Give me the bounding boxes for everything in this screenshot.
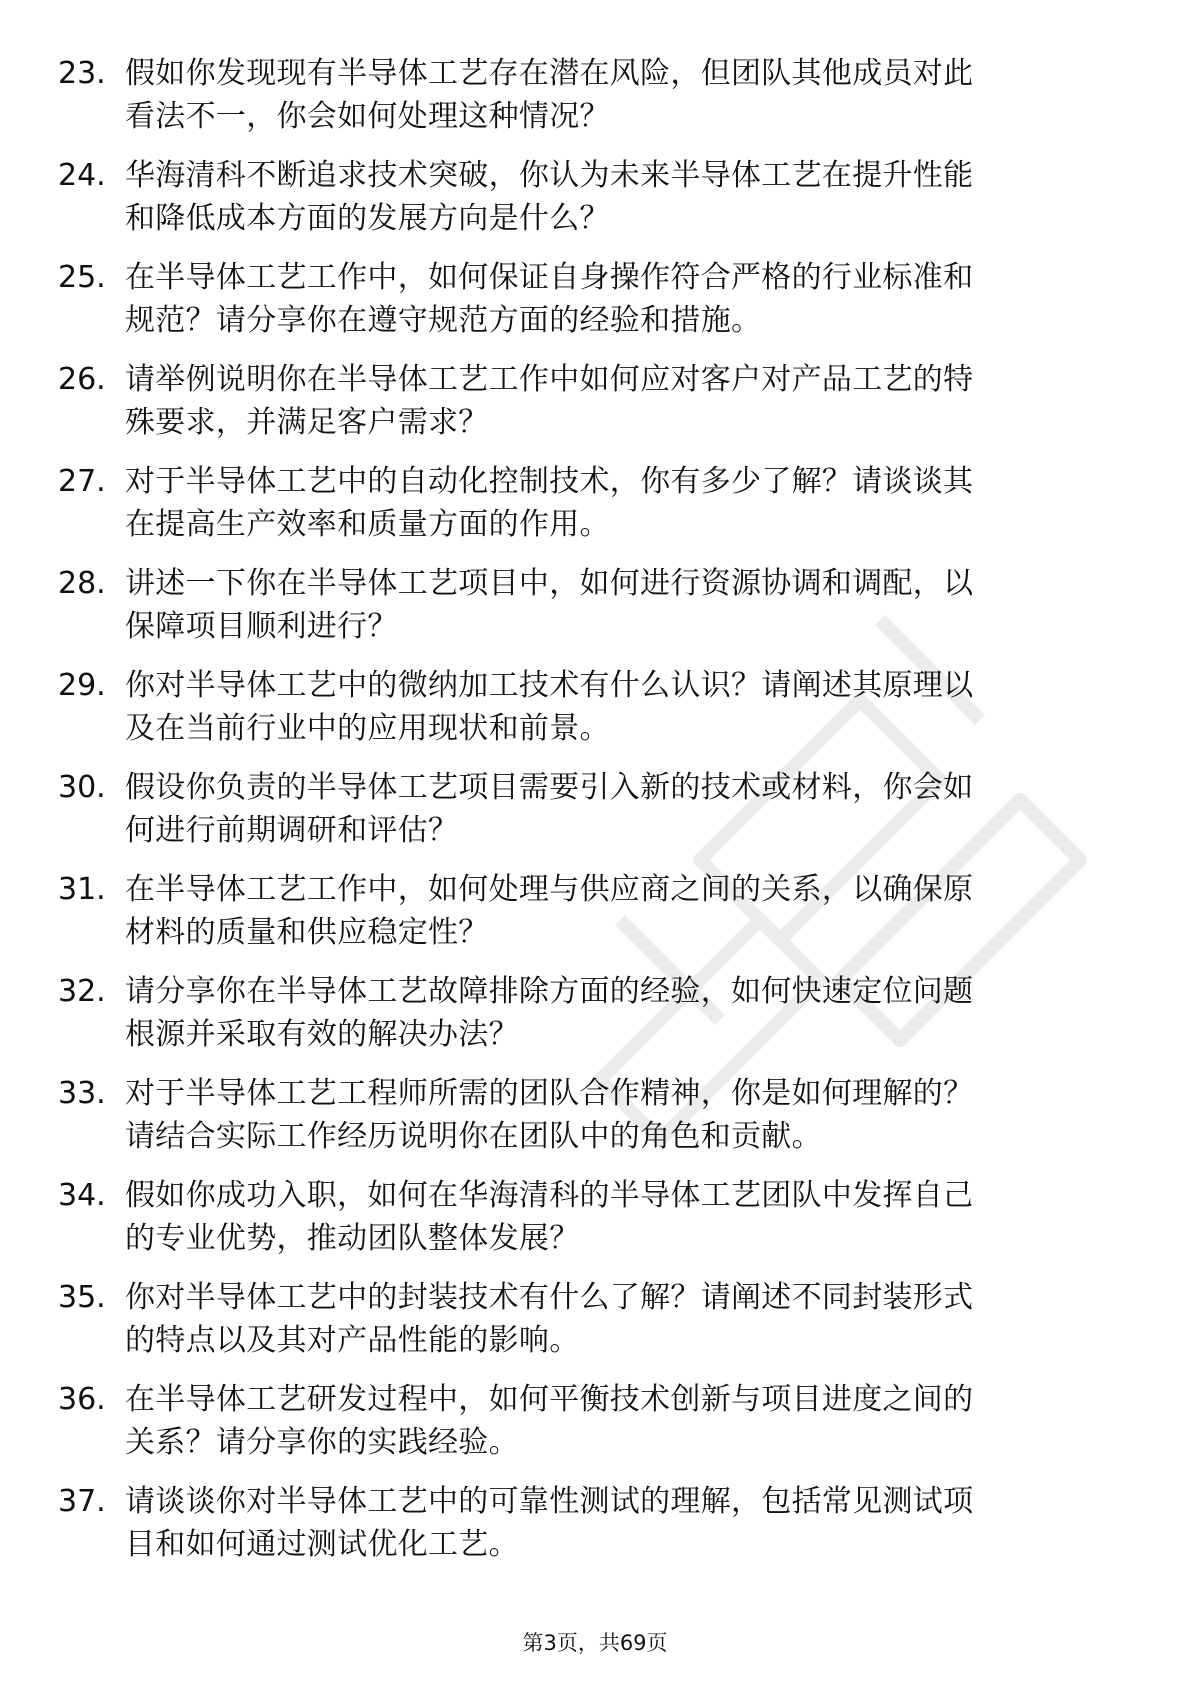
question-text: 你对半导体工艺中的微纳加工技术有什么认识？请阐述其原理以 及在当前行业中的应用现状和前景。 [125, 668, 974, 746]
list-item [58, 52, 1118, 154]
list-item [58, 664, 1118, 766]
list-item [58, 766, 1118, 868]
list-item [58, 154, 1118, 256]
list-item [58, 1276, 1118, 1378]
question-text: 在半导体工艺工作中，如何处理与供应商之间的关系，以确保原 材料的质量和供应稳定性？ [125, 872, 974, 950]
question-number: 27. [58, 464, 106, 499]
question-text: 请举例说明你在半导体工艺工作中如何应对客户对产品工艺的特 殊要求，并满足客户需求？ [125, 362, 974, 440]
question-number: 37. [58, 1484, 106, 1519]
question-text: 请分享你在半导体工艺故障排除方面的经验，如何快速定位问题 根源并采取有效的解决办法？ [125, 974, 974, 1052]
list-item [58, 460, 1118, 562]
list-item [58, 1378, 1118, 1480]
question-list [58, 52, 1118, 1582]
question-text: 讲述一下你在半导体工艺项目中，如何进行资源协调和调配，以 保障项目顺利进行？ [125, 566, 974, 644]
list-item [58, 562, 1118, 664]
question-number: 32. [58, 974, 106, 1009]
question-number: 25. [58, 260, 106, 295]
question-text: 华海清科不断追求技术突破，你认为未来半导体工艺在提升性能 和降低成本方面的发展方向是什么？ [125, 158, 974, 236]
list-item [58, 868, 1118, 970]
question-number: 34. [58, 1178, 106, 1213]
question-number: 28. [58, 566, 106, 601]
list-item [58, 256, 1118, 358]
page-number: 第3页，共69页 [522, 1631, 668, 1655]
question-number: 26. [58, 362, 106, 397]
list-item [58, 970, 1118, 1072]
question-text: 你对半导体工艺中的封装技术有什么了解？请阐述不同封装形式 的特点以及其对产品性能的影响。 [125, 1280, 974, 1358]
question-number: 24. [58, 158, 106, 193]
question-number: 29. [58, 668, 106, 703]
question-text: 在半导体工艺工作中，如何保证自身操作符合严格的行业标准和 规范？请分享你在遵守规范方面的经验和措施。 [125, 260, 974, 338]
question-number: 36. [58, 1382, 106, 1417]
question-number: 35. [58, 1280, 106, 1315]
list-item [58, 1174, 1118, 1276]
question-text: 假设你负责的半导体工艺项目需要引入新的技术或材料，你会如 何进行前期调研和评估？ [125, 770, 974, 848]
question-number: 30. [58, 770, 106, 805]
list-item [58, 1480, 1118, 1582]
question-text: 对于半导体工艺工程师所需的团队合作精神，你是如何理解的？ 请结合实际工作经历说明你在团队中的角色和贡献。 [125, 1076, 974, 1154]
list-item [58, 1072, 1118, 1174]
question-text: 请谈谈你对半导体工艺中的可靠性测试的理解，包括常见测试项 目和如何通过测试优化工艺。 [125, 1484, 974, 1562]
question-number: 33. [58, 1076, 106, 1111]
question-text: 在半导体工艺研发过程中，如何平衡技术创新与项目进度之间的 关系？请分享你的实践经验。 [125, 1382, 974, 1460]
question-number: 31. [58, 872, 106, 907]
question-number: 23. [58, 56, 106, 91]
question-text: 假如你成功入职，如何在华海清科的半导体工艺团队中发挥自己 的专业优势，推动团队整体发展？ [125, 1178, 974, 1256]
question-text: 假如你发现现有半导体工艺存在潜在风险，但团队其他成员对此 看法不一，你会如何处理这种情况？ [125, 56, 974, 134]
list-item [58, 358, 1118, 460]
question-text: 对于半导体工艺中的自动化控制技术，你有多少了解？请谈谈其 在提高生产效率和质量方面的作用。 [125, 464, 974, 542]
